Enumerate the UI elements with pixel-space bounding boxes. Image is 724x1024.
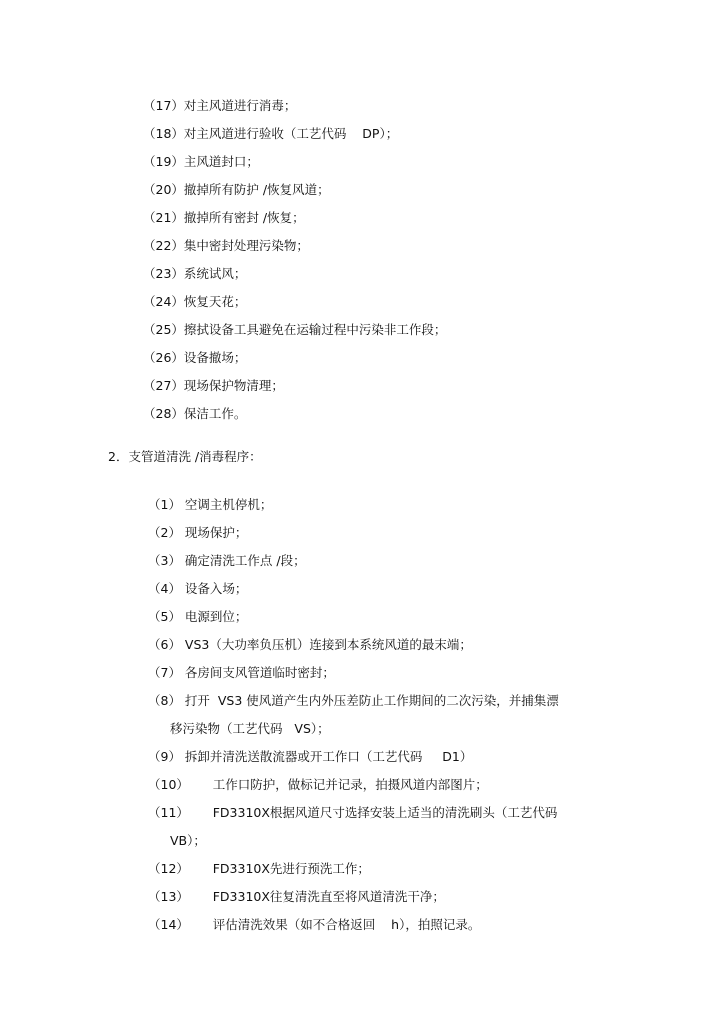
list-item: （23）系统试风； <box>143 266 247 281</box>
list-item: （1） 空调主机停机； <box>148 497 273 512</box>
list-item: （11） FD3310X根据风道尺寸选择安装上适当的清洗刷头（工艺代码 <box>148 805 558 820</box>
list-item: （8） 打开 VS3 使风道产生内外压差防止工作期间的二次污染，并捕集漂 <box>148 693 559 708</box>
list-item: （18）对主风道进行验收（工艺代码 DP）； <box>143 126 399 141</box>
list-item: （17）对主风道进行消毒； <box>143 98 297 113</box>
section-heading: 2．支管道清洗 /消毒程序： <box>108 449 262 464</box>
list-item: （6） VS3（大功率负压机）连接到本系统风道的最末端； <box>148 637 472 652</box>
list-item: （25）擦拭设备工具避免在运输过程中污染非工作段； <box>143 322 447 337</box>
list-item: （4） 设备入场； <box>148 581 248 596</box>
list-item: （24）恢复天花； <box>143 294 247 309</box>
list-item: （26）设备撤场； <box>143 350 247 365</box>
list-item: （13） FD3310X往复清洗直至将风道清洗干净； <box>148 889 445 904</box>
list-item: （22）集中密封处理污染物； <box>143 238 309 253</box>
list-item: （21）撤掉所有密封 /恢复； <box>143 210 305 225</box>
list-item: （9） 拆卸并清洗送散流器或开工作口（工艺代码 D1） <box>148 749 473 764</box>
list-item: （19）主风道封口； <box>143 154 259 169</box>
list-item: （28）保洁工作。 <box>143 406 247 421</box>
list-item: （12） FD3310X先进行预洗工作； <box>148 861 370 876</box>
list-item: （14） 评估清洗效果（如不合格返回 h），拍照记录。 <box>148 917 481 932</box>
list-item-continuation: 移污染物（工艺代码 VS）； <box>170 721 330 736</box>
list-item: （7） 各房间支风管道临时密封； <box>148 665 335 680</box>
list-item: （2） 现场保护； <box>148 525 248 540</box>
list-item: （10） 工作口防护，做标记并记录，拍摄风道内部图片； <box>148 777 488 792</box>
list-item-continuation: VB）； <box>170 833 206 848</box>
list-item: （5） 电源到位； <box>148 609 248 624</box>
list-item: （3） 确定清洗工作点 /段； <box>148 553 306 568</box>
list-item: （27）现场保护物清理； <box>143 378 284 393</box>
list-item: （20）撤掉所有防护 /恢复风道； <box>143 182 330 197</box>
